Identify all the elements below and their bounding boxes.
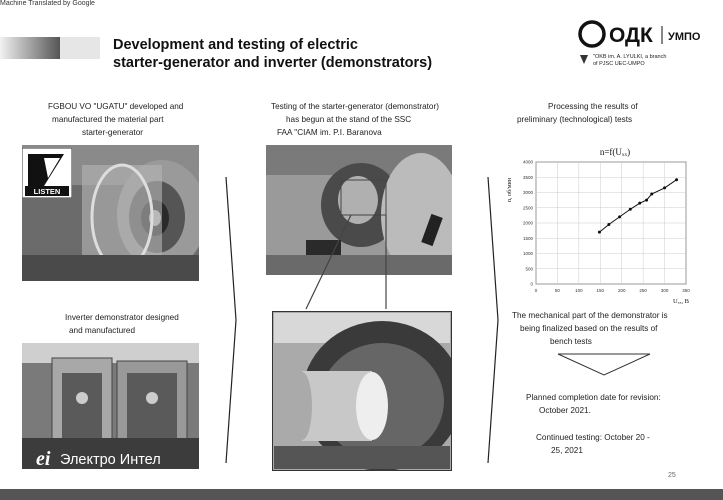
bottom-bar (0, 489, 723, 500)
down-arrow-icon (556, 352, 652, 377)
chart-ytick-label: 3500 (522, 174, 533, 180)
company-logo (578, 20, 718, 77)
ei-text: Электро Интел (60, 452, 161, 468)
chart-point (618, 215, 621, 218)
chart-point (650, 193, 653, 196)
page-number: 25 (668, 472, 676, 479)
chart-point (629, 208, 632, 211)
chart-xtick-label: 250 (639, 288, 647, 293)
chart-point (607, 223, 610, 226)
logo-brand: ОДК (609, 24, 653, 47)
chart-xtick-label: 50 (554, 288, 560, 293)
chart-point (645, 199, 648, 202)
chart-ytick-label: 1000 (522, 251, 533, 256)
caption-mechanical: The mechanical part of the demonstrator is being finalized based on the results of bench tests (512, 311, 668, 346)
logo-division: УМПО (668, 31, 701, 43)
listen-label: LISTEN (33, 187, 61, 196)
chevron-right-icon (224, 175, 238, 465)
logo-subtitle-2: of PJSC UEC-UMPO (593, 61, 645, 67)
chart-ytick-label: 0 (530, 281, 533, 287)
photo-closeup (272, 311, 452, 471)
chart-xtick-label: 350 (682, 288, 690, 293)
chart-point (675, 178, 678, 181)
caption-processing: Processing the results of preliminary (technological) tests (517, 102, 638, 124)
rpm-voltage-chart (502, 142, 702, 308)
chart-ytick-label: 4000 (522, 159, 533, 165)
chart-xtick-label: 150 (596, 288, 605, 293)
page-title: Development and testing of electric starter-generator and inverter (demonstrators) (113, 37, 433, 71)
decorative-strip (0, 37, 100, 59)
ei-mark: ei (36, 448, 51, 470)
chart-xlabel: Uₓₓ, B (672, 298, 689, 305)
chart-point (638, 202, 641, 205)
chart-ytick-label: 1500 (522, 235, 533, 241)
continued-testing: Continued testing: October 20 - 25, 2021 (536, 433, 650, 455)
zoom-connector (266, 145, 466, 315)
chart-xtick-label: 0 (534, 288, 538, 293)
electro-intel-logo (36, 446, 206, 470)
chart-ytick-label: 3000 (522, 190, 533, 195)
chart-ytick-label: 500 (525, 266, 533, 272)
listen-logo (22, 148, 72, 198)
chart-ylabel: n, об/мин (507, 178, 513, 202)
caption-testing: Testing of the starter-generator (demonstrator) has begun at the stand of the SSC FAA "CIAM im. P.I. Baranova (271, 102, 439, 137)
chart-ytick-label: 2500 (522, 205, 533, 211)
chart-xtick-label: 300 (660, 288, 669, 293)
logo-emblem-icon (580, 55, 588, 64)
chart-point (598, 231, 601, 234)
chart-point (663, 186, 666, 189)
odk-logo-graphic (578, 20, 718, 72)
logo-subtitle-1: "OKB im. A. LYULKI, a branch (593, 54, 667, 60)
chart-title: n=f(Uₓₓ) (599, 147, 631, 157)
chart-ytick-label: 2000 (522, 220, 533, 226)
chevron-right-icon (486, 175, 500, 465)
chart-xtick-label: 100 (575, 288, 583, 293)
caption-starter-generator: FGBOU VO "UGATU" developed and manufactured the material part starter-generator (48, 102, 184, 137)
caption-inverter: Inverter demonstrator designed and manufactured (65, 313, 179, 335)
planned-completion: Planned completion date for revision: October 2021. (526, 393, 661, 415)
machine-translated-label: Machine Translated by Google (0, 0, 95, 7)
chart-xtick-label: 200 (617, 288, 626, 293)
